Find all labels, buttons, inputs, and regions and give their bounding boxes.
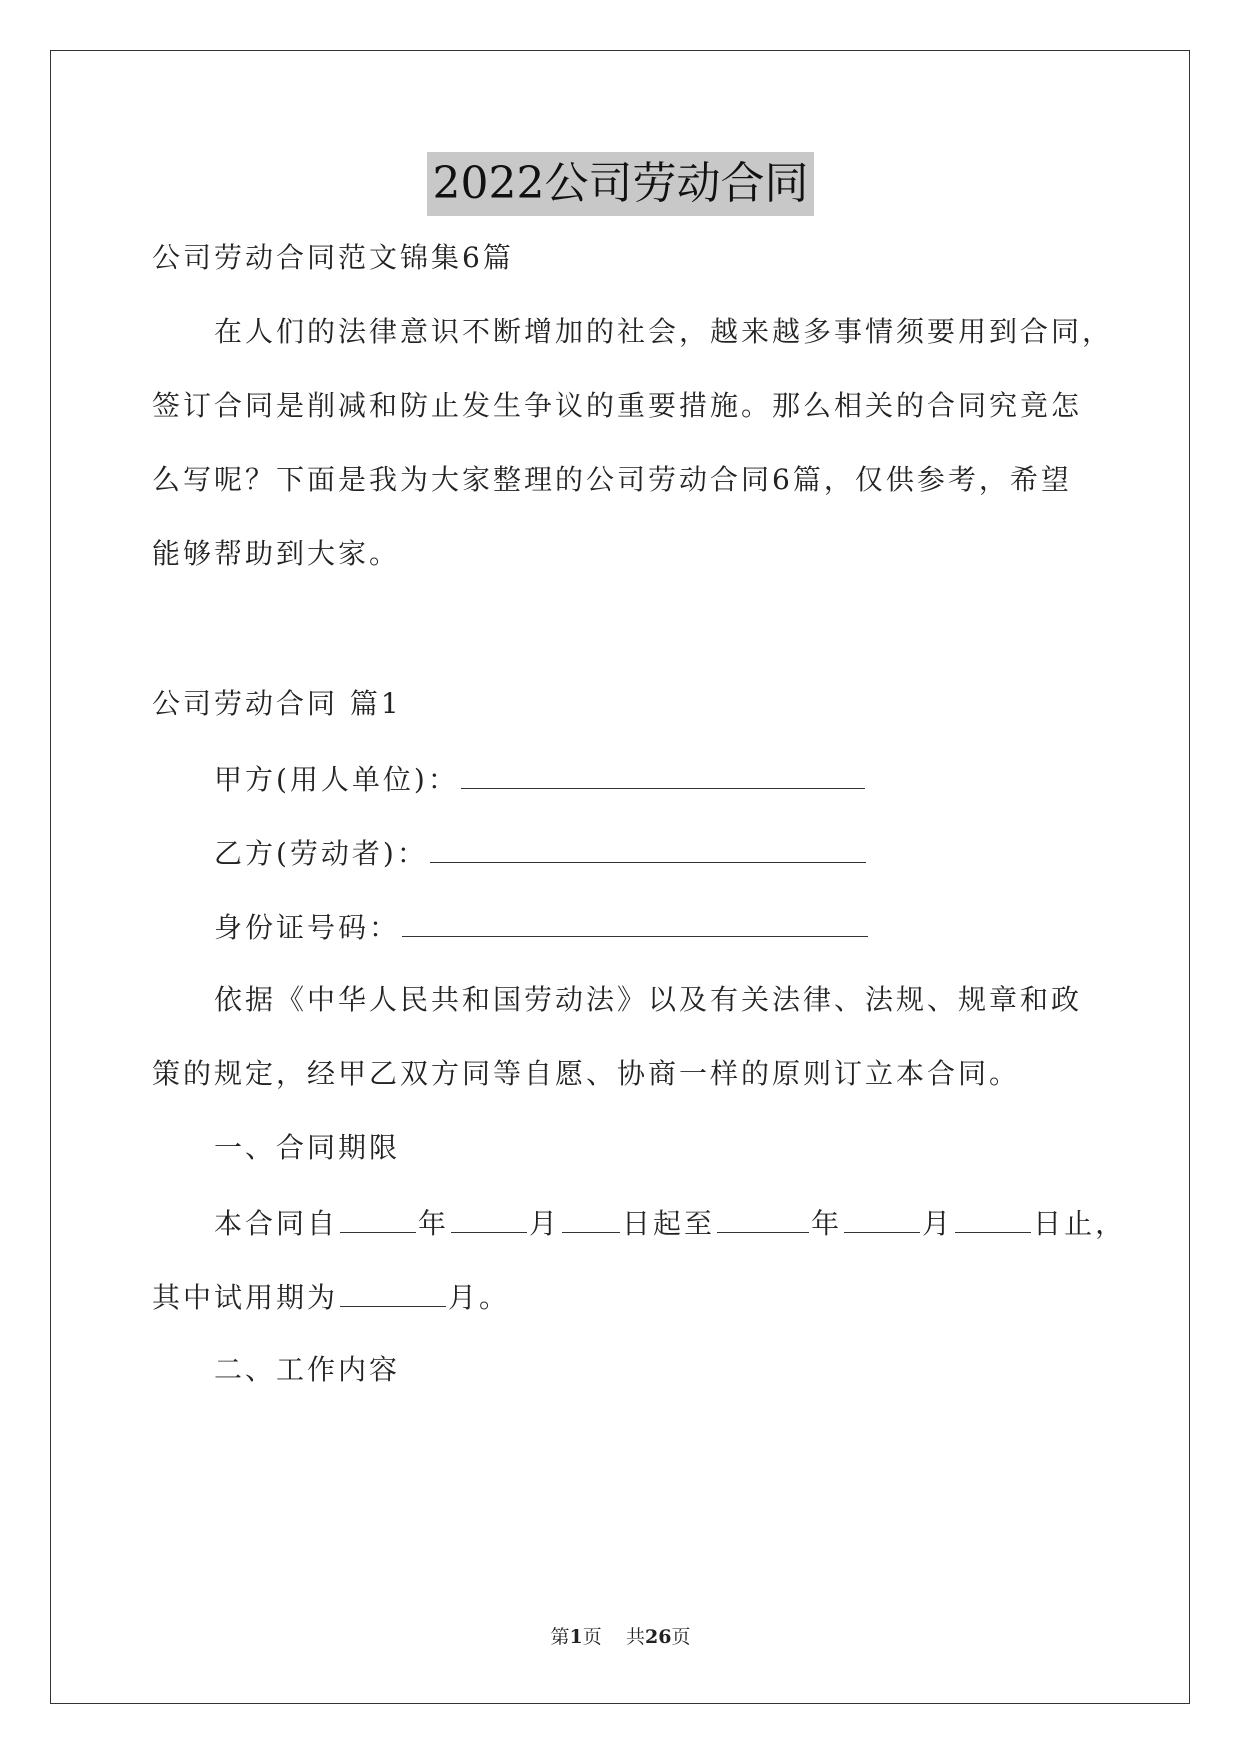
- start-year-blank: [340, 1202, 416, 1233]
- party-b-label: 乙方(劳动者)：: [214, 837, 428, 870]
- intro-line-4: 能够帮助到大家。: [152, 537, 401, 570]
- party-a-blank: [461, 758, 865, 789]
- term-text-year: 年: [418, 1207, 450, 1240]
- term-text-year-2: 年: [811, 1207, 843, 1240]
- footer-total-suffix: 页: [671, 1626, 691, 1648]
- intro-line-3: 么写呢？下面是我为大家整理的公司劳动合同6篇，仅供参考，希望: [152, 463, 1072, 496]
- party-a-row: [214, 758, 867, 800]
- intro-line-1: 在人们的法律意识不断增加的社会，越来越多事情须要用到合同，: [214, 315, 1114, 348]
- start-day-blank: [562, 1202, 620, 1233]
- party-b-blank: [430, 832, 866, 863]
- term-text-start: 本合同自: [214, 1207, 339, 1240]
- term-text-month: 月: [529, 1207, 561, 1240]
- basis-line-1: 依据《中华人民共和国劳动法》以及有关法律、法规、规章和政: [214, 983, 1083, 1016]
- end-month-blank: [844, 1202, 920, 1233]
- end-day-blank: [955, 1202, 1031, 1233]
- intro-line-2: 签订合同是削减和防止发生争议的重要措施。那么相关的合同究竟怎: [152, 389, 1083, 422]
- section-heading: 公司劳动合同 篇1: [152, 687, 402, 720]
- term-text-end: 日止，: [1033, 1207, 1127, 1240]
- contract-term-row: [214, 1202, 1126, 1244]
- document-subtitle: 公司劳动合同范文锦集6篇: [152, 241, 514, 274]
- probation-unit: 月。: [448, 1281, 511, 1314]
- document-title: 2022公司劳动合同: [427, 152, 815, 216]
- page-footer: [0, 1624, 1241, 1650]
- probation-blank: [340, 1276, 446, 1307]
- footer-page-prefix: 第: [550, 1626, 570, 1648]
- page-border: [50, 50, 1190, 1704]
- id-number-blank: [402, 906, 868, 937]
- clause-1-heading: 一、合同期限: [214, 1131, 401, 1164]
- party-a-label: 甲方(用人单位)：: [214, 763, 459, 796]
- footer-total-prefix: 共: [625, 1626, 645, 1648]
- probation-text: 其中试用期为: [152, 1281, 339, 1314]
- end-year-blank: [717, 1202, 809, 1233]
- clause-2-heading: 二、工作内容: [214, 1353, 401, 1386]
- footer-total-pages: 26: [644, 1626, 672, 1648]
- footer-page-number: 1: [569, 1626, 583, 1648]
- term-text-until: 日起至: [622, 1207, 716, 1240]
- footer-page-suffix: 页: [582, 1626, 602, 1648]
- id-number-label: 身份证号码：: [214, 911, 401, 944]
- title-container: [0, 152, 1241, 216]
- term-text-month-2: 月: [922, 1207, 954, 1240]
- start-month-blank: [451, 1202, 527, 1233]
- probation-row: [152, 1276, 510, 1318]
- basis-line-2: 策的规定，经甲乙双方同等自愿、协商一样的原则订立本合同。: [152, 1057, 1021, 1090]
- id-number-row: [214, 906, 870, 948]
- party-b-row: [214, 832, 868, 874]
